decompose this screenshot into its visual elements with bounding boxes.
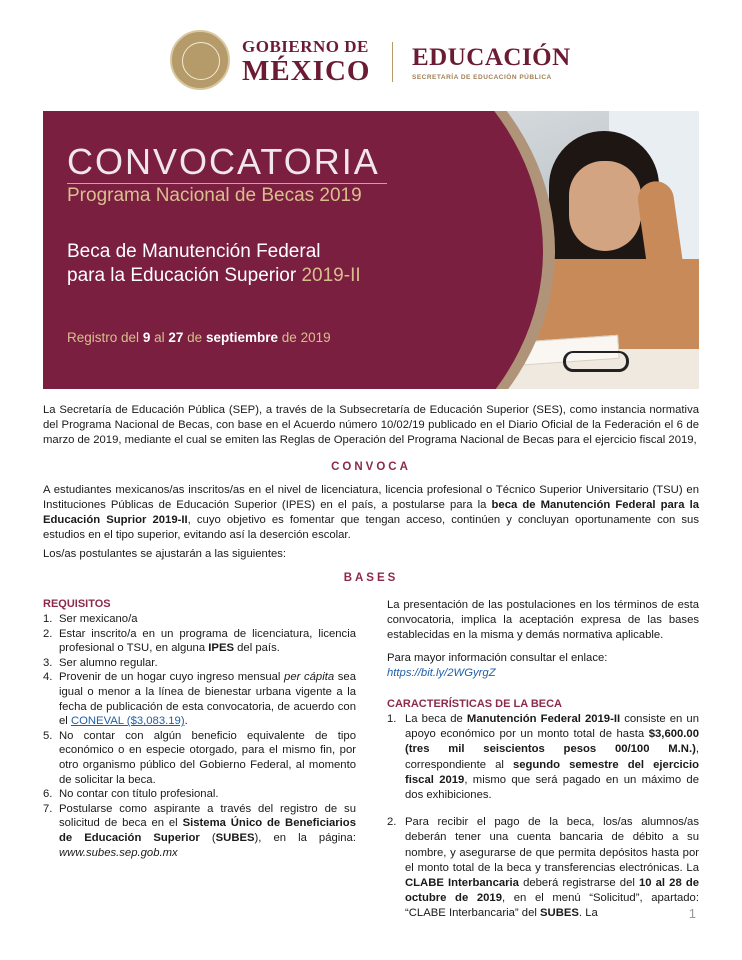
list-item: 1. La beca de Manutención Federal 2019-II consiste en un apoyo económico por un monto total de hasta $3,600.00 (tres mil seiscientos pesos 00/100 M.N.), correspondiente al segundo semestre del ejercicio fiscal 2019, mismo que será pagado en un máximo de dos exhibiciones. (387, 713, 700, 802)
caracteristicas-list (387, 712, 699, 922)
coat-of-arms-seal-icon (170, 30, 230, 90)
requisitos-list (43, 612, 356, 860)
convocatoria-banner (43, 111, 699, 389)
banner-registro: Registro del 9 al 27 de septiembre de 2019 (67, 330, 331, 345)
bases-heading: BASES (343, 572, 399, 584)
header-divider (392, 42, 393, 82)
info-text: Para mayor información consultar el enlace: (387, 652, 608, 664)
postulantes-text: Los/as postulantes se ajustarán a las siguientes: (43, 548, 287, 560)
banner-program: Programa Nacional de Becas 2019 (67, 185, 362, 206)
list-item: 5. No contar con algún beneficio equivalente de tipo económico o en especie otorgado, para el mismo fin, por otro organismo público del Gobierno Federal, al momento de solicitar la beca. (43, 729, 356, 786)
list-item: 1. Ser mexicano/a (43, 613, 138, 625)
gobierno-line1: GOBIERNO DE (242, 37, 369, 56)
intro-paragraph: La Secretaría de Educación Pública (SEP), a través de la Subsecretaría de Educación Superior (SES), como instancia normativa del Programa Nacional de Becas, con base en el Acuerdo número 10/02/19 publicado en el Diario Oficial de la Federación el 6 de marzo de 2019, mediante el cual se emiten las Reglas de Operación del Programa Nacional de Becas para el ejercicio fiscal 2019, (43, 404, 699, 446)
banner-rule (67, 183, 387, 184)
convoca-paragraph: A estudiantes mexicanos/as inscritos/as en el nivel de licenciatura, licencia profesional o Técnico Superior Universitario (TSU) en Instituciones Públicas de Educación Superior (IPES) en el país, a postularse para la beca de Manutención Federal para la Educación Suprior 2019-II, cuyo objetivo es fomentar que tengan acceso, continúen y concluyan oportunamente con sus estudios en el tipo superior, evitando así la deserción escolar. (43, 484, 699, 541)
banner-period: 2019-II (301, 265, 361, 286)
subes-url: www.subes.sep.gob.mx (59, 846, 178, 859)
list-item: 3. Ser alumno regular. (43, 656, 158, 669)
banner-title: CONVOCATORIA (67, 141, 380, 182)
educacion-title: EDUCACIÓN (412, 44, 571, 71)
educacion-subtitle: SECRETARÍA DE EDUCACIÓN PÚBLICA (412, 74, 552, 81)
list-item: 7. Postularse como aspirante a través del registro de su solicitud de beca en el Sistema Único de Beneficiarios de Educación Superior (SUBES), en la página: www.subes.sep.gob.mx (43, 802, 356, 859)
requisitos-heading: REQUISITOS (43, 598, 111, 610)
list-item: 4. Provenir de un hogar cuyo ingreso mensual per cápita sea igual o menor a la línea de bienestar urbana vigente a la fecha de publicación de esta convocatoria, de acuerdo con el CONEVAL ($3,083.19). (43, 671, 356, 728)
convoca-heading: CONVOCA (331, 461, 411, 473)
list-item: 2. Para recibir el pago de la beca, los/as alumnos/as deberán tener una cuenta bancaria de débito a su nombre, y asegurarse de que permita depósitos hasta por el monto total de la beca y transferencias electrónicas. La CLABE Interbancaria deberá registrarse del 10 al 28 de octubre de 2019, en el menú “Solicitud”, apartado: “CLABE Interbancaria” del SUBES. La (387, 816, 700, 920)
caracteristicas-heading: CARACTERÍSTICAS DE LA BECA (387, 698, 562, 710)
presentacion-paragraph: La presentación de las postulaciones en los términos de esta convocatoria, implica la aceptación expresa de las bases establecidas en la misma y demás normativa aplicable. (387, 599, 699, 641)
banner-beca-line2: para la Educación Superior 2019-II (67, 265, 361, 286)
banner-beca-line1: Beca de Manutención Federal (67, 241, 321, 262)
coneval-link[interactable]: CONEVAL ($3,083.19) (70, 715, 185, 728)
glasses-icon (563, 351, 629, 372)
list-item: 2. Estar inscrito/a en un programa de licenciatura, licencia profesional o TSU, en alguna IPES del país. (43, 627, 356, 655)
list-item: 6. No contar con título profesional. (43, 788, 219, 801)
gobierno-line2: MÉXICO (242, 55, 371, 87)
page-number: 1 (688, 906, 696, 921)
info-link[interactable]: https://bit.ly/2WGyrgZ (387, 667, 496, 679)
